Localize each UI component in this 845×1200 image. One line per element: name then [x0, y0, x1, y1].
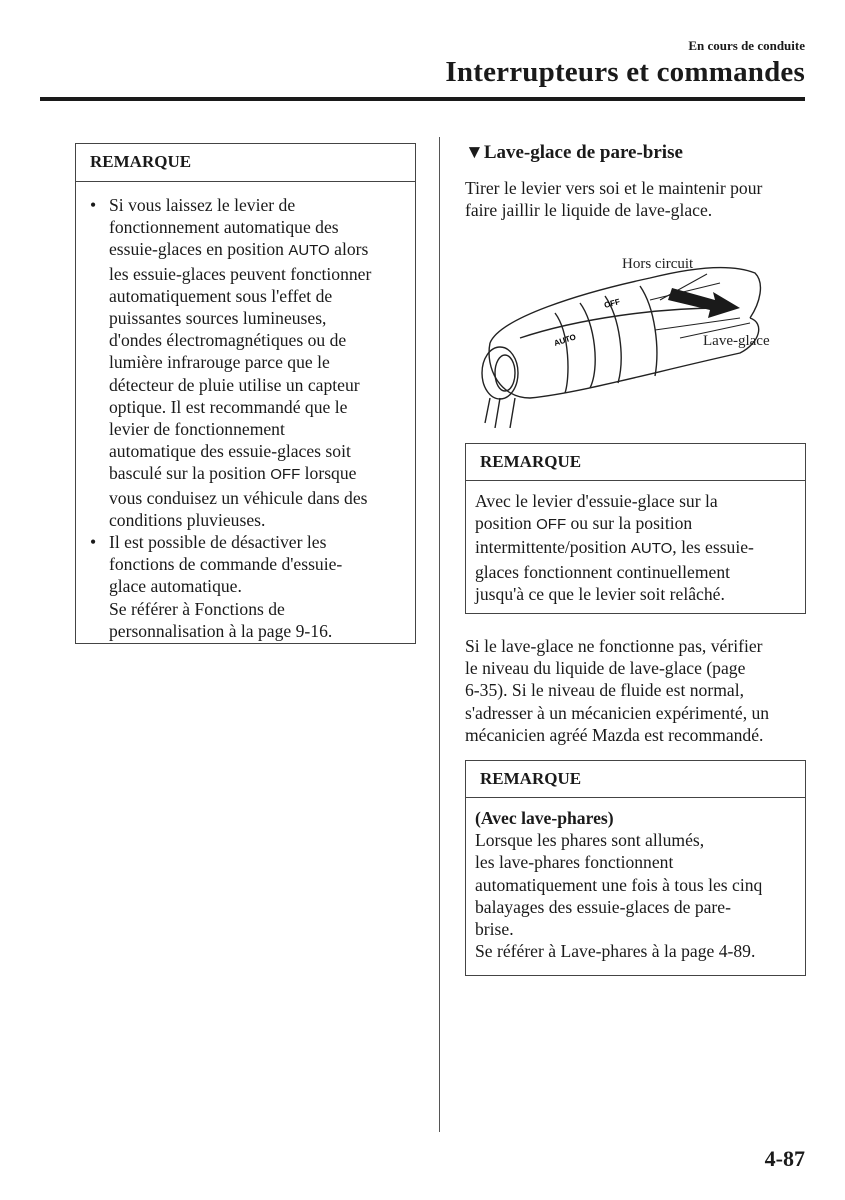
text-segment: Si vous laissez le levier de [109, 195, 296, 215]
section-heading [465, 142, 683, 164]
text-line [475, 512, 805, 536]
text-segment: ou sur la position [566, 513, 693, 534]
text-line [109, 329, 415, 351]
text-segment: lumière infrarouge parce que le [109, 352, 330, 373]
text-segment: position [475, 513, 537, 534]
text-line [475, 851, 805, 873]
text-line [109, 553, 415, 575]
label-hors-circuit: Hors circuit [622, 256, 694, 272]
text-segment: automatiquement une fois à tous les cinq [475, 874, 763, 895]
washer-paragraph [465, 635, 769, 746]
text-line [475, 918, 805, 940]
text-line [109, 194, 415, 216]
text-line [109, 263, 415, 285]
text-line [109, 440, 415, 462]
text-segment: brise. [475, 919, 514, 940]
lever-auto-label: AUTO [552, 332, 578, 348]
text-segment: personnalisation à la page 9-16. [109, 620, 333, 641]
text-segment: faire jaillir le liquide de lave-glace. [465, 200, 713, 221]
text-line [475, 561, 805, 583]
note-heading: REMARQUE [466, 444, 805, 481]
position-label: AUTO [630, 540, 673, 558]
text-segment: 6-35). Si le niveau de fluide est normal, [465, 680, 744, 701]
text-line [475, 940, 805, 962]
text-line [109, 531, 415, 553]
text-segment: essuie-glaces en position [109, 239, 289, 260]
note-heading: REMARQUE [466, 761, 805, 798]
text-segment: fonctionnement automatique des [109, 217, 339, 238]
note-box-left [75, 143, 416, 644]
text-line [109, 620, 415, 642]
text-segment: automatiquement sous l'effet de [109, 285, 333, 306]
text-segment: les lave-phares fonctionnent [475, 852, 674, 873]
text-line [475, 490, 805, 512]
text-segment: jusqu'à ce que le levier soit relâché. [475, 583, 725, 604]
wiper-lever-figure [460, 248, 805, 428]
position-label: OFF [270, 466, 301, 484]
text-segment: basculé sur la position [109, 463, 271, 484]
text-line [465, 635, 769, 657]
text-segment: puissantes sources lumineuses, [109, 308, 327, 329]
text-line [109, 575, 415, 597]
note-box-washer [465, 443, 806, 614]
bullet-item [90, 194, 415, 531]
note-box-headlamp [465, 760, 806, 976]
text-line [465, 177, 762, 199]
text-line [109, 462, 415, 486]
text-line [465, 679, 769, 701]
bullet-icon: • [90, 195, 97, 215]
text-line [109, 418, 415, 440]
text-segment: mécanicien agréé Mazda est recommandé. [465, 724, 764, 745]
text-segment: intermittente/position [475, 537, 631, 558]
bullet-item [90, 531, 415, 642]
text-line [109, 216, 415, 238]
text-line [475, 583, 805, 605]
text-line [475, 829, 805, 851]
section-title: En cours de conduite [688, 38, 805, 53]
position-label: OFF [536, 516, 567, 534]
text-line [109, 396, 415, 418]
text-line [475, 874, 805, 896]
text-segment: le niveau du liquide de lave-glace (page [465, 658, 746, 679]
text-line [465, 657, 769, 679]
text-line [475, 536, 805, 560]
text-line [109, 509, 415, 531]
text-line [109, 238, 415, 262]
label-lave-glace: Lave-glace [703, 333, 770, 349]
page-title: Interrupteurs et commandes [445, 56, 805, 88]
text-line [475, 896, 805, 918]
lever-off-label: OFF [603, 297, 621, 310]
note-subheading: (Avec lave-phares) [475, 808, 614, 828]
bullet-icon: • [90, 532, 97, 553]
note-body [466, 481, 805, 605]
text-segment: Tirer le levier vers soi et le maintenir pour [465, 178, 763, 198]
triangle-marker-icon: ▼ [465, 142, 484, 163]
text-segment: glaces fonctionnent continuellement [475, 561, 731, 582]
header-rule [40, 97, 805, 101]
page-number: 4-87 [764, 1146, 805, 1171]
intro-paragraph [465, 177, 762, 221]
text-segment: levier de fonctionnement [109, 419, 285, 440]
text-line [465, 199, 762, 221]
text-segment: Si le lave-glace ne fonctionne pas, vérifier [465, 636, 763, 656]
text-segment: Avec le levier d'essuie-glace sur la [475, 491, 718, 511]
position-label: AUTO [288, 242, 330, 260]
text-segment: s'adresser à un mécanicien expérimenté, un [465, 702, 770, 723]
text-segment: , les essuie- [672, 537, 754, 558]
note-body [466, 798, 805, 962]
text-segment: vous conduisez un véhicule dans des [109, 487, 368, 508]
text-line [109, 487, 415, 509]
text-segment: Se référer à Fonctions de [109, 598, 285, 619]
text-segment: les essuie-glaces peuvent fonctionner [109, 263, 372, 284]
text-segment: Se référer à Lave-phares à la page 4-89. [475, 941, 756, 962]
text-segment: détecteur de pluie utilise un capteur [109, 374, 360, 395]
text-segment: lorsque [300, 463, 357, 484]
text-line [109, 285, 415, 307]
note-body [76, 182, 415, 642]
text-line [465, 702, 769, 724]
text-segment: Il est possible de désactiver les [109, 532, 327, 553]
text-segment: balayages des essuie-glaces de pare- [475, 896, 731, 917]
text-line [109, 374, 415, 396]
section-heading-text: Lave-glace de pare-brise [483, 142, 683, 163]
text-line [109, 598, 415, 620]
text-segment: optique. Il est recommandé que le [109, 396, 348, 417]
text-line [465, 724, 769, 746]
text-segment: fonctions de commande d'essuie- [109, 554, 343, 575]
text-segment: conditions pluvieuses. [109, 509, 266, 530]
text-segment: automatique des essuie-glaces soit [109, 441, 351, 462]
wiper-lever-illustration [460, 248, 805, 428]
text-segment: glace automatique. [109, 576, 242, 597]
text-segment: d'ondes électromagnétiques ou de [109, 330, 347, 351]
text-segment: alors [329, 239, 369, 260]
text-segment: Lorsque les phares sont allumés, [475, 830, 705, 851]
text-line [109, 351, 415, 373]
text-line [109, 307, 415, 329]
column-divider [439, 137, 440, 1132]
note-heading: REMARQUE [76, 144, 415, 182]
